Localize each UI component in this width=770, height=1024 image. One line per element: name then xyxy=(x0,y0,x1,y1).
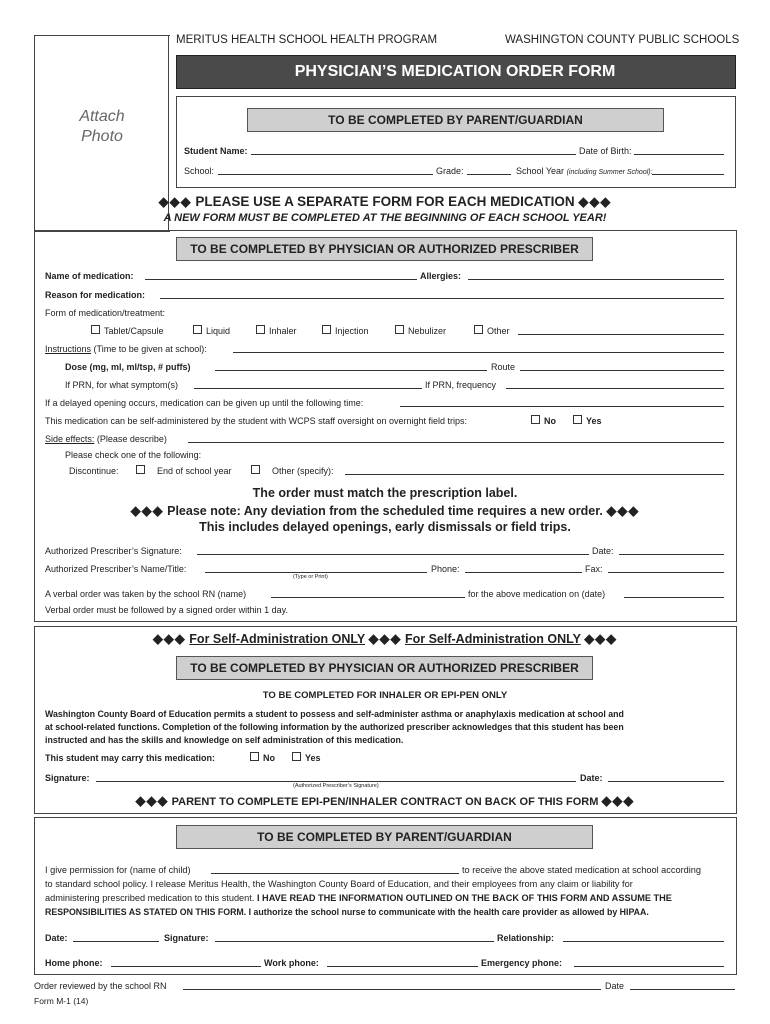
phone-label: Phone: xyxy=(431,564,460,574)
instructions-note: (Time to be given at school): xyxy=(93,344,207,354)
home-phone-field[interactable] xyxy=(111,966,261,967)
instructions-label xyxy=(45,343,207,355)
permission-line-1b: to receive the above stated medication at school according xyxy=(462,865,702,875)
checkbox-no[interactable] xyxy=(531,415,540,424)
reviewed-date-label: Date xyxy=(605,981,625,991)
other-specify-label: Other (specify): xyxy=(272,466,334,476)
permission-line-3 xyxy=(45,892,672,904)
self-admin-banner xyxy=(0,631,770,647)
route-label: Route xyxy=(491,362,516,372)
side-effects-text: Side effects: xyxy=(45,434,95,444)
parent-section-title: TO BE COMPLETED BY PARENT/GUARDIAN xyxy=(176,825,593,849)
checkbox-tablet[interactable] xyxy=(91,325,100,334)
injection-label: Injection xyxy=(335,326,369,336)
allergies-label: Allergies: xyxy=(420,271,462,281)
permission-line-1a: I give permission for (name of child) xyxy=(45,865,191,875)
order-note-2 xyxy=(0,503,770,519)
student-name-field[interactable] xyxy=(251,154,576,155)
other-specify-field[interactable] xyxy=(345,474,724,475)
end-of-year-label: End of school year xyxy=(157,466,232,476)
form-option-inhaler[interactable] xyxy=(256,325,297,337)
emergency-phone-field[interactable] xyxy=(574,966,724,967)
self-admin-field-trip-label: This medication can be self-administered by the student with WCPS staff oversight on overnight field trips: xyxy=(45,416,468,426)
reason-label: Reason for medication: xyxy=(45,290,146,300)
checkbox-nebulizer[interactable] xyxy=(395,325,404,334)
reviewed-by-field[interactable] xyxy=(183,989,601,990)
dose-label: Dose (mg, ml, ml/tsp, # puffs) xyxy=(65,362,191,372)
delayed-opening-field[interactable] xyxy=(400,406,724,407)
checkbox-liquid[interactable] xyxy=(193,325,202,334)
school-year-text: School Year xyxy=(516,166,565,176)
student-section-title: TO BE COMPLETED BY PARENT/GUARDIAN xyxy=(247,108,664,132)
other-label: Other xyxy=(487,326,510,336)
checkbox-carry-yes[interactable] xyxy=(292,752,301,761)
form-option-other[interactable] xyxy=(474,325,510,337)
prescriber-date-field[interactable] xyxy=(619,554,724,555)
checkbox-injection[interactable] xyxy=(322,325,331,334)
prn-frequency-field[interactable] xyxy=(506,388,724,389)
permission-line-2: to standard school policy. I release Meritus Health, the Washington County Board of Education, and their employees from any claim or liability for xyxy=(45,879,633,889)
prescriber-name-label: Authorized Prescriber’s Name/Title: xyxy=(45,564,187,574)
school-field[interactable] xyxy=(218,174,433,175)
diamond-icon: ◆◆◆ xyxy=(135,793,169,808)
parent-signature-label: Signature: xyxy=(164,933,209,943)
nebulizer-label: Nebulizer xyxy=(408,326,447,336)
side-effects-note: (Please describe) xyxy=(96,434,167,444)
attach-photo-label xyxy=(60,107,144,147)
instructions-text: Instructions xyxy=(45,344,92,354)
carry-yes-option[interactable] xyxy=(292,752,321,764)
self-admin-paragraph-3: instructed and has the skills and knowledge on self administration of this medication. xyxy=(45,735,404,745)
dob-label: Date of Birth: xyxy=(579,146,632,156)
carry-no-label: No xyxy=(263,753,275,763)
form-id: Form M-1 (14) xyxy=(34,996,89,1006)
checkbox-yes[interactable] xyxy=(573,415,582,424)
parent-date-field[interactable] xyxy=(73,941,159,942)
program-name: MERITUS HEALTH SCHOOL HEALTH PROGRAM xyxy=(176,34,438,46)
verbal-followup-note: Verbal order must be followed by a signed order within 1 day. xyxy=(45,605,288,615)
other-specify-option[interactable] xyxy=(251,465,334,477)
form-title: PHYSICIAN’S MEDICATION ORDER FORM xyxy=(294,63,616,80)
district-name: WASHINGTON COUNTY PUBLIC SCHOOLS xyxy=(505,34,740,46)
phone-field[interactable] xyxy=(465,572,582,573)
self-admin-date-label: Date: xyxy=(580,773,603,783)
order-note-1: The order must match the prescription label. xyxy=(252,486,518,500)
tablet-label: Tablet/Capsule xyxy=(104,326,164,336)
self-admin-sig-note: (Authorized Prescriber’s Signature) xyxy=(293,783,379,789)
prn-symptom-label: If PRN, for what symptom(s) xyxy=(65,380,179,390)
form-of-medication-label: Form of medication/treatment: xyxy=(45,308,166,318)
inhaler-epipen-subtitle: TO BE COMPLETED FOR INHALER OR EPI-PEN ONLY xyxy=(262,690,508,701)
verbal-rn-name-field[interactable] xyxy=(271,597,465,598)
route-field[interactable] xyxy=(520,370,724,371)
order-note-3: This includes delayed openings, early dismissals or field trips. xyxy=(199,520,571,534)
self-admin-no-option[interactable] xyxy=(531,415,556,427)
delayed-opening-label: If a delayed opening occurs, medication can be given up until the following time: xyxy=(45,398,364,408)
parent-date-label: Date: xyxy=(45,933,68,943)
instructions-field[interactable] xyxy=(233,352,724,353)
checkbox-discontinue[interactable] xyxy=(136,465,145,474)
permission-line-3a: administering prescribed medication to this student. xyxy=(45,893,255,903)
home-phone-label: Home phone: xyxy=(45,958,103,968)
diamond-icon: ◆◆◆ xyxy=(606,503,640,518)
self-admin-paragraph-1: Washington County Board of Education permits a student to possess and self-administer asthma or anaphylaxis medication at school and xyxy=(45,709,624,719)
prescriber-date-label: Date: xyxy=(592,546,614,556)
form-option-tablet[interactable] xyxy=(91,325,164,337)
prn-frequency-label: If PRN, frequency xyxy=(425,380,497,390)
photo-word: Photo xyxy=(81,128,123,145)
school-year-field[interactable] xyxy=(652,174,724,175)
liquid-label: Liquid xyxy=(206,326,231,336)
student-name-label: Student Name: xyxy=(184,146,248,156)
self-admin-section-title: TO BE COMPLETED BY PHYSICIAN OR AUTHORIZED PRESCRIBER xyxy=(176,656,593,680)
verbal-date-field[interactable] xyxy=(624,597,724,598)
allergies-field[interactable] xyxy=(468,279,724,280)
fax-field[interactable] xyxy=(608,572,724,573)
prn-symptom-field[interactable] xyxy=(194,388,422,389)
grade-field[interactable] xyxy=(467,174,511,175)
diamond-icon: ◆◆◆ xyxy=(368,631,402,646)
self-admin-yes-option[interactable] xyxy=(573,415,602,427)
self-admin-banner-text-2: For Self-Administration ONLY xyxy=(404,632,581,646)
type-or-print-note: (Type or Print) xyxy=(293,574,328,580)
fax-label: Fax: xyxy=(585,564,603,574)
prescriber-signature-label: Authorized Prescriber’s Signature: xyxy=(45,546,182,556)
parent-signature-field[interactable] xyxy=(215,941,494,942)
verbal-date-label: for the above medication on (date) xyxy=(468,589,606,599)
new-form-notice: A NEW FORM MUST BE COMPLETED AT THE BEGINNING OF EACH SCHOOL YEAR! xyxy=(163,212,607,224)
check-one-label: Please check one of the following: xyxy=(65,450,202,460)
separate-form-text: PLEASE USE A SEPARATE FORM FOR EACH MEDICATION xyxy=(195,194,575,209)
self-admin-banner-text-1: For Self-Administration ONLY xyxy=(189,632,366,646)
diamond-icon: ◆◆◆ xyxy=(158,194,192,209)
no-label: No xyxy=(544,416,556,426)
relationship-field[interactable] xyxy=(563,941,724,942)
reviewed-date-field[interactable] xyxy=(630,989,735,990)
diamond-icon: ◆◆◆ xyxy=(152,631,186,646)
permission-line-4: RESPONSIBILITIES AS STATED ON THIS FORM. I authorize the school nurse to communicate with the health care provider as allowed by HIPAA. xyxy=(45,907,649,917)
order-note-2-text: Please note: Any deviation from the scheduled time requires a new order. xyxy=(167,504,603,518)
attach-word: Attach xyxy=(79,108,125,125)
discontinue-label: Discontinue: xyxy=(69,466,119,476)
diamond-icon: ◆◆◆ xyxy=(601,793,635,808)
work-phone-field[interactable] xyxy=(327,966,478,967)
carry-medication-label: This student may carry this medication: xyxy=(45,753,216,763)
relationship-label: Relationship: xyxy=(497,933,555,943)
inhaler-label: Inhaler xyxy=(269,326,297,336)
child-name-field[interactable] xyxy=(211,873,459,874)
side-effects-label xyxy=(45,433,167,445)
self-admin-paragraph-2: at school-related functions. Completion of the following information by the authorized prescriber acknowledges that this student has been xyxy=(45,722,624,732)
carry-no-option[interactable] xyxy=(250,752,275,764)
prescriber-name-field[interactable] xyxy=(205,572,427,573)
permission-line-3b: I HAVE READ THE INFORMATION OUTLINED ON THE BACK OF THIS FORM AND ASSUME THE xyxy=(256,893,672,903)
other-form-field[interactable] xyxy=(518,334,724,335)
reviewed-by-label: Order reviewed by the school RN xyxy=(34,981,167,991)
work-phone-label: Work phone: xyxy=(264,958,319,968)
form-option-liquid[interactable] xyxy=(193,325,230,337)
self-admin-date-field[interactable] xyxy=(608,781,724,782)
carry-yes-label: Yes xyxy=(305,753,321,763)
yes-label: Yes xyxy=(586,416,602,426)
self-admin-section xyxy=(34,626,737,814)
emergency-phone-label: Emergency phone: xyxy=(481,958,563,968)
diamond-icon: ◆◆◆ xyxy=(130,503,164,518)
dose-field[interactable] xyxy=(215,370,487,371)
verbal-order-label: A verbal order was taken by the school RN (name) xyxy=(45,589,247,599)
med-name-field[interactable] xyxy=(145,279,417,280)
med-name-label: Name of medication: xyxy=(45,271,134,281)
form-option-injection[interactable] xyxy=(322,325,369,337)
grade-label: Grade: xyxy=(436,166,464,176)
checkbox-carry-no[interactable] xyxy=(250,752,259,761)
self-admin-signature-label: Signature: xyxy=(45,773,90,783)
checkbox-inhaler[interactable] xyxy=(256,325,265,334)
prescriber-signature-field[interactable] xyxy=(197,554,589,555)
school-label: School: xyxy=(184,166,215,176)
separate-form-notice xyxy=(0,193,770,210)
form-option-nebulizer[interactable] xyxy=(395,325,446,337)
physician-section-title: TO BE COMPLETED BY PHYSICIAN OR AUTHORIZED PRESCRIBER xyxy=(176,237,593,261)
diamond-icon: ◆◆◆ xyxy=(584,631,618,646)
contract-note-text: PARENT TO COMPLETE EPI-PEN/INHALER CONTRACT ON BACK OF THIS FORM xyxy=(171,796,599,808)
school-year-note: (including Summer School): xyxy=(566,169,653,176)
reason-field[interactable] xyxy=(160,298,724,299)
school-year-label xyxy=(516,165,653,179)
checkbox-other[interactable] xyxy=(474,325,483,334)
contract-note xyxy=(0,794,770,809)
diamond-icon: ◆◆◆ xyxy=(578,194,612,209)
side-effects-field[interactable] xyxy=(188,442,724,443)
dob-field[interactable] xyxy=(634,154,724,155)
self-admin-signature-field[interactable] xyxy=(96,781,576,782)
end-of-year-option[interactable] xyxy=(136,465,232,477)
checkbox-end-of-year[interactable] xyxy=(251,465,260,474)
